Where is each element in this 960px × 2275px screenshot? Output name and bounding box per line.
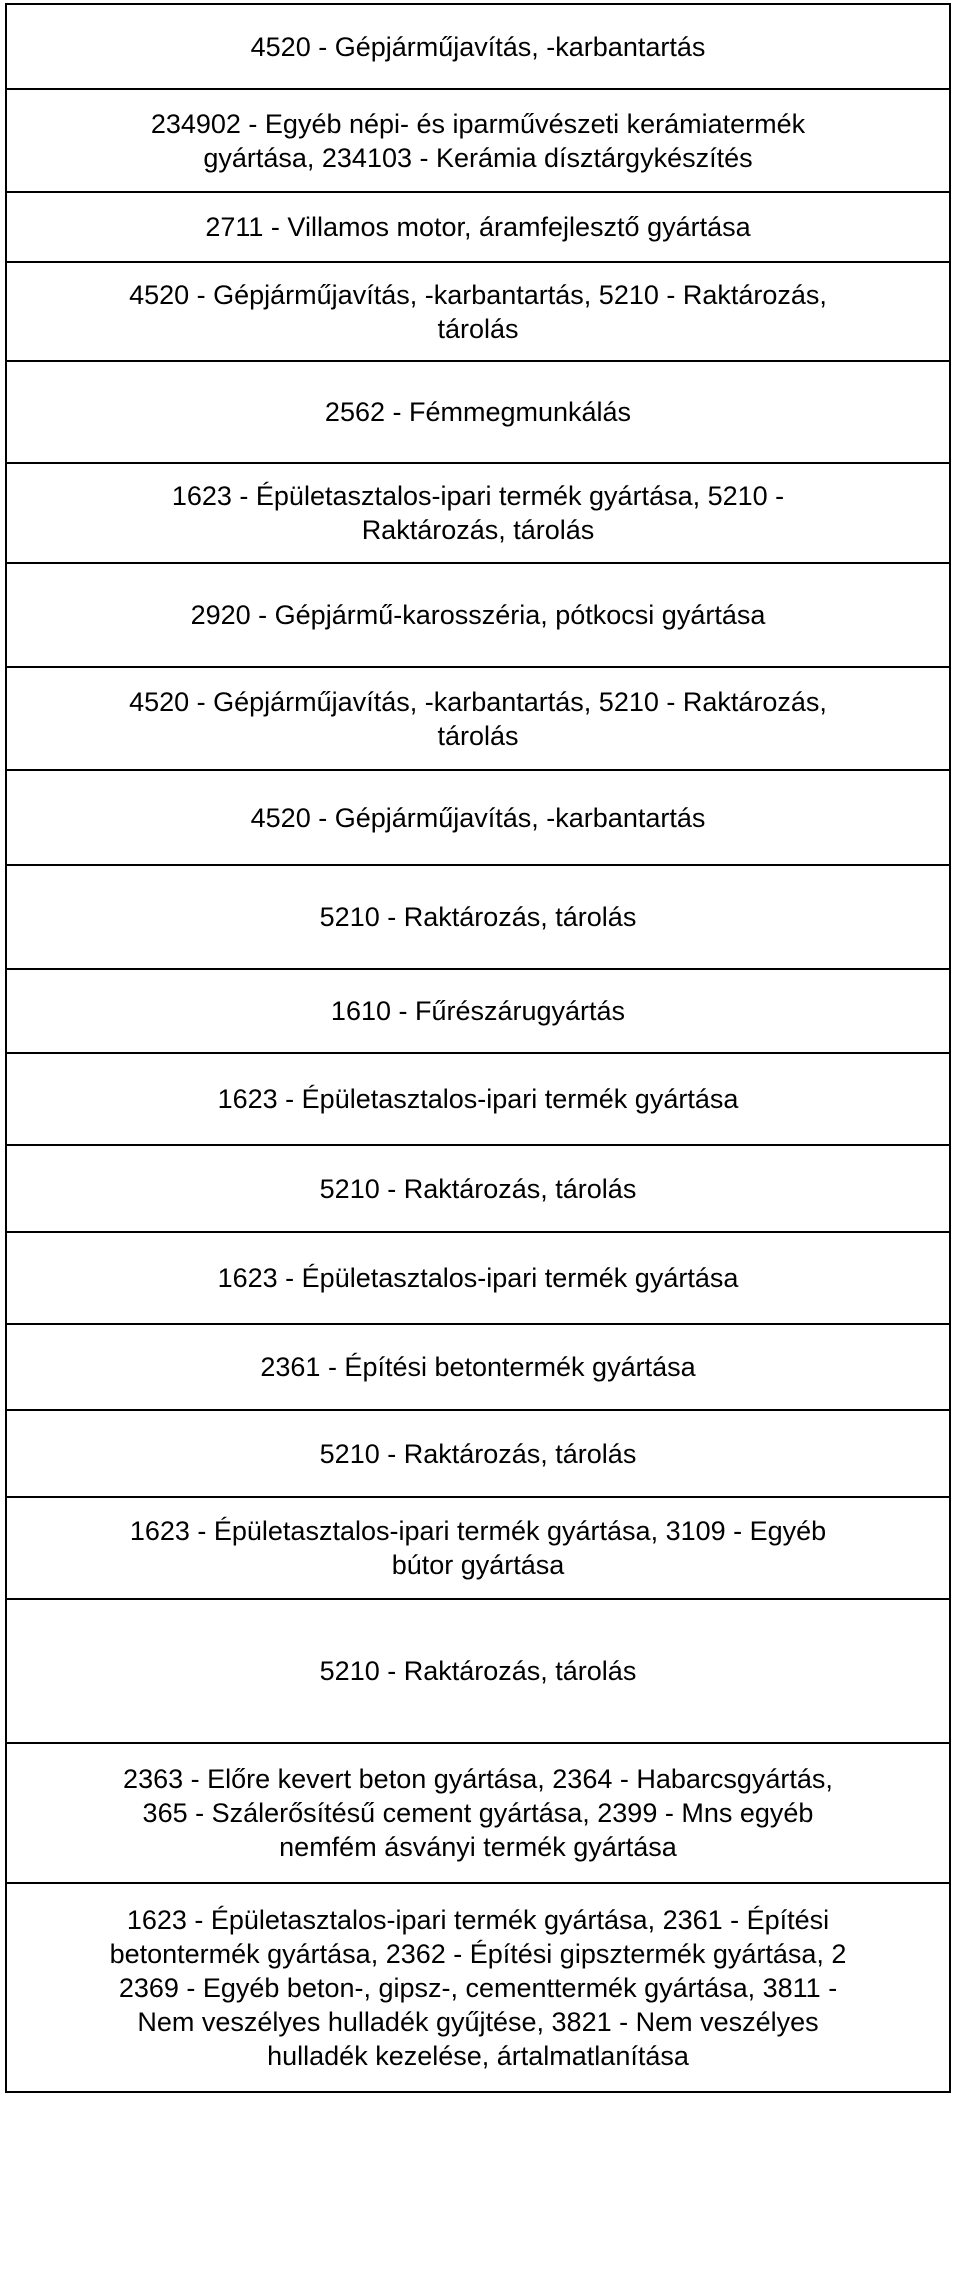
row-text: 2361 - Építési betontermék gyártása [260,1352,696,1382]
table-row [7,1411,949,1498]
table-row [7,970,949,1054]
table-row [7,1744,949,1884]
table-row [7,1498,949,1600]
table-row [7,1146,949,1233]
row-text: 1623 - Épületasztalos-ipari termék gyártása, 5210 - Raktározás, tárolás [171,481,785,545]
table-row [7,263,949,362]
row-text: 2920 - Gépjármű-karosszéria, pótkocsi gyártása [190,600,766,630]
table-row [7,1884,949,2093]
table-row [7,771,949,866]
row-text: 4520 - Gépjárműjavítás, -karbantartás [250,802,706,833]
row-text: 234902 - Egyéb népi- és iparművészeti kerámiatermék gyártása, 234103 - Kerámia dísztárgykészítés [150,108,806,173]
row-text: 5210 - Raktározás, tárolás [319,1438,637,1469]
row-text: 5210 - Raktározás, tárolás [319,1656,637,1686]
row-text: 1610 - Fűrészárugyártás [330,996,626,1026]
row-text: 1623 - Épületasztalos-ipari termék gyártása [217,1263,739,1293]
row-text: 1623 - Épületasztalos-ipari termék gyártása, 2361 - Építési betontermék gyártása, 2362 - Építési gipsztermék gyártása, 2 2369 - Egyéb beton-, gipsz-, cementtermék gyártása, 3811 - Nem veszélyes hulladék gyűjtése, 3821 - Nem veszélyes hulladék kezelése, ártalmatlanítása [109,1904,847,2071]
table-row [7,362,949,464]
row-text: 2711 - Villamos motor, áramfejlesztő gyártása [205,212,751,242]
table-row [7,1600,949,1744]
table-row [7,1325,949,1411]
row-text: 2562 - Fémmegmunkálás [324,397,632,427]
row-text: 5210 - Raktározás, tárolás [319,1173,637,1204]
table-row [7,866,949,970]
row-text: 1623 - Épületasztalos-ipari termék gyártása [217,1084,739,1114]
row-text: 1623 - Épületasztalos-ipari termék gyártása, 3109 - Egyéb bútor gyártása [129,1516,827,1580]
row-text: 4520 - Gépjárműjavítás, -karbantartás, 5210 - Raktározás, tárolás [129,279,827,344]
row-text: 4520 - Gépjárműjavítás, -karbantartás, 5210 - Raktározás, tárolás [129,686,827,751]
row-text: 4520 - Gépjárműjavítás, -karbantartás [250,31,706,62]
table-row [7,193,949,263]
table-row [7,5,949,90]
activity-table [5,3,951,2093]
table-row [7,668,949,771]
table-row [7,90,949,193]
table-row [7,1054,949,1146]
table-row [7,564,949,668]
table-row [7,464,949,564]
row-text: 2363 - Előre kevert beton gyártása, 2364 - Habarcsgyártás, 365 - Szálerősítésű cement gyártása, 2399 - Mns egyéb nemfém ásványi termék gyártása [123,1764,833,1862]
table-row [7,1233,949,1325]
row-text: 5210 - Raktározás, tárolás [319,902,637,932]
